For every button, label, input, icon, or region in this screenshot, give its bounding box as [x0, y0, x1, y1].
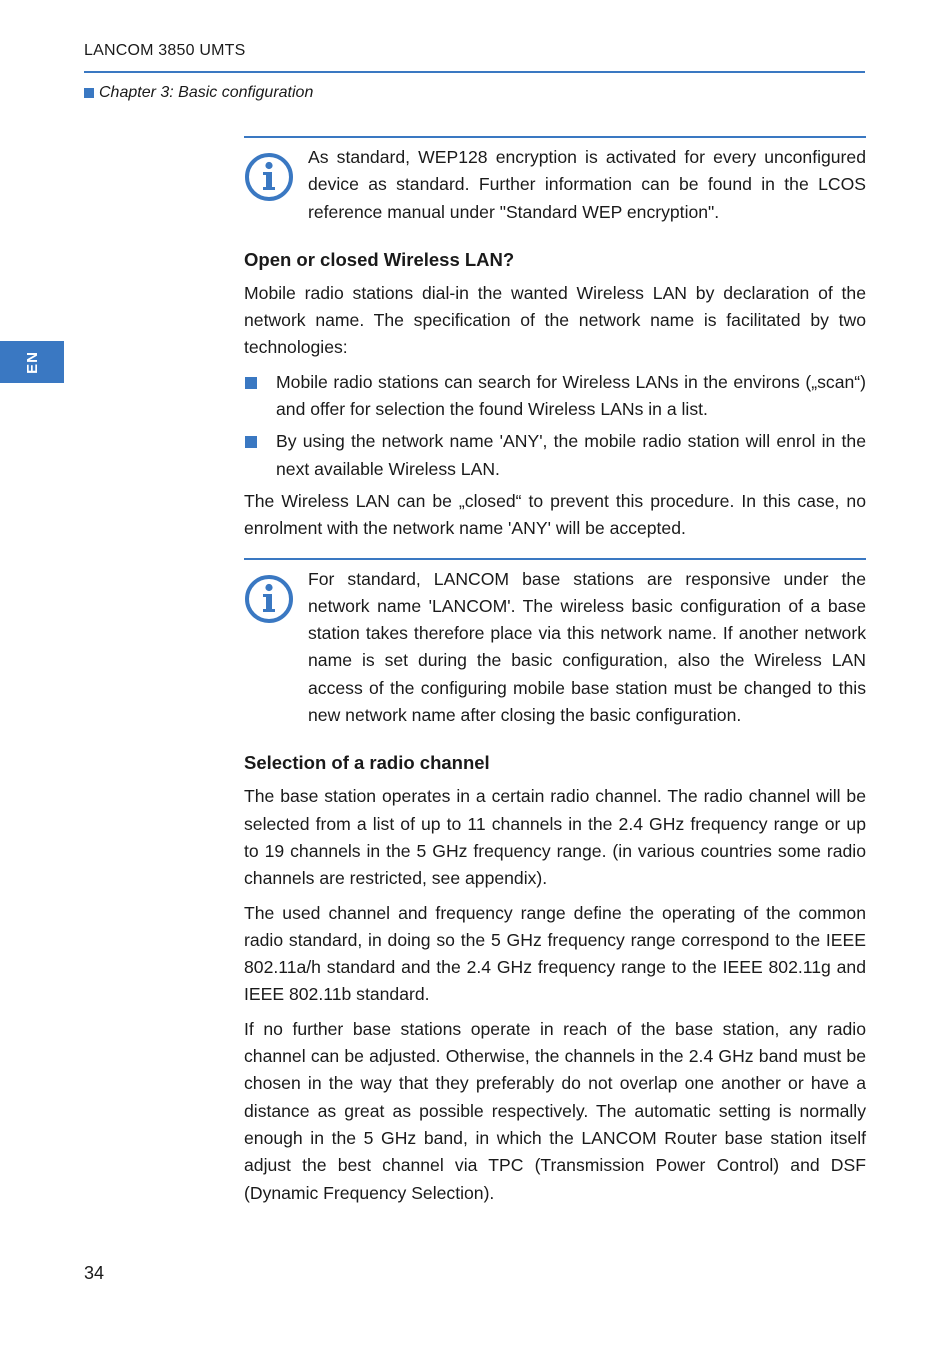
page-number: 34	[84, 1263, 105, 1283]
info-note-text: For standard, LANCOM base stations are responsive under the network name 'LANCOM'. The wireless basic configuration of a base station takes therefore place via this network name. If another network name is set during the basic configuration, also the Wireless LAN access of the configuring mobile base station must be changed to this new network name after closing the basic configuration.	[308, 568, 866, 726]
chapter-square-icon	[84, 88, 94, 98]
bullet-square-icon	[244, 369, 276, 424]
page-content	[244, 136, 866, 1214]
paragraph: Mobile radio stations dial-in the wanted Wireless LAN by declaration of the network name. The specification of the network name is facilitated by two technologies:	[244, 282, 866, 358]
list-item	[244, 428, 866, 483]
chapter-breadcrumb	[84, 84, 313, 102]
bullet-square-icon	[244, 428, 276, 483]
info-note	[244, 136, 866, 226]
section-heading: Open or closed Wireless LAN?	[244, 248, 515, 270]
header-product-title: LANCOM 3850 UMTS	[84, 42, 246, 59]
language-tab	[0, 341, 64, 383]
header-divider	[84, 71, 865, 73]
language-tab-label: EN	[23, 350, 41, 374]
list-item-text: Mobile radio stations can search for Wireless LANs in the environs („scan“) and offer for selection the found Wireless LANs in a list.	[276, 371, 866, 420]
info-note	[244, 558, 866, 730]
list-item	[244, 369, 866, 424]
paragraph: The base station operates in a certain radio channel. The radio channel will be selected from a list of up to 11 channels in the 2.4 GHz frequency range or up to 19 channels in the 5 GHz frequency range. (in various countries some radio channels are restricted, see appendix).	[244, 786, 866, 889]
list-item-text: By using the network name 'ANY', the mobile radio station will enrol in the next available Wireless LAN.	[276, 431, 866, 479]
info-icon	[244, 566, 308, 632]
paragraph: The Wireless LAN can be „closed“ to prevent this procedure. In this case, no enrolment with the network name 'ANY' will be accepted.	[244, 490, 866, 539]
info-icon	[244, 144, 308, 210]
section-heading: Selection of a radio channel	[244, 752, 490, 774]
paragraph: If no further base stations operate in reach of the base station, any radio channel can be adjusted. Otherwise, the channels in the 2.4 GHz band must be chosen in the way that they preferably do not overlap one another or have a distance as great as possible respectively. The automatic setting is normally enough in the 5 GHz band, in which the LANCOM Router base station itself adjust the best channel via TPC (Transmission Power Control) and DSF (Dynamic Frequency Selection).	[244, 1018, 866, 1203]
paragraph: The used channel and frequency range define the operating of the common radio standard, in doing so the 5 GHz frequency range correspond to the IEEE 802.11a/h standard and the 2.4 GHz frequency range to the IEEE 802.11g and IEEE 802.11b standard.	[244, 902, 866, 1005]
info-note-text: As standard, WEP128 encryption is activated for every unconfigured device as standard. Further information can be found in the LCOS reference manual under "Standard WEP encryption".	[308, 147, 866, 222]
chapter-label: Chapter 3: Basic configuration	[99, 84, 314, 101]
bullet-list	[244, 369, 866, 483]
